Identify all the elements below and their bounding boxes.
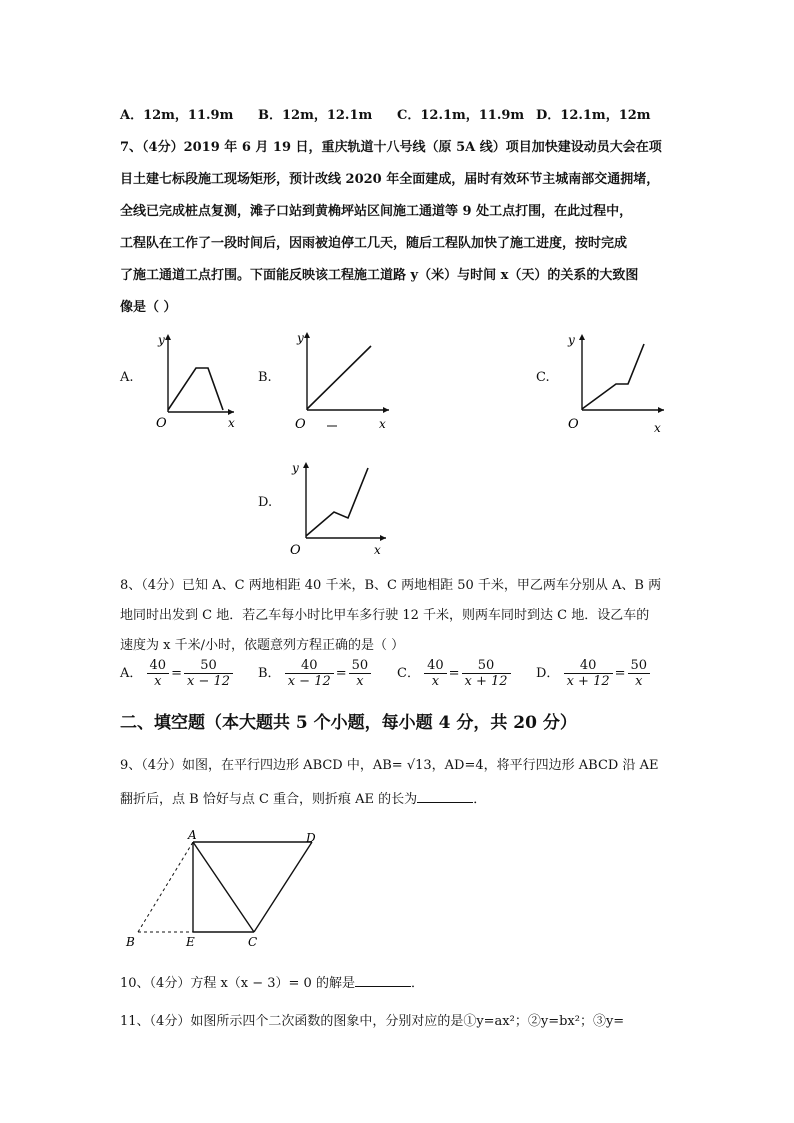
answer-blank <box>417 791 473 803</box>
section-title: 二、填空题（本大题共 5 个小题，每小题 4 分，共 20 分） <box>120 713 577 733</box>
q9-line-2: 翻折后，点 B 恰好与点 C 重合，则折痕 AE 的长为 ． <box>120 792 487 807</box>
q7-line-5: 了施工通道工点打围。下面能反映该工程施工道路 y（米）与时间 x（天）的关系的大致图 <box>120 268 639 283</box>
q6-option-d: D．12.1m，12m <box>536 108 651 123</box>
q9-parallelogram-figure <box>120 828 330 950</box>
point-c-label: C <box>248 935 258 949</box>
q9-line-1: 9、（4分）如图，在平行四边形 ABCD 中，AB= √13，AD=4，将平行四边形 ABCD 沿 AE <box>120 758 659 773</box>
q8-option-d: D． $\frac{40}{x + 12}$ = $\frac{50}{x}$ <box>536 658 650 689</box>
point-e-label: E <box>186 935 195 949</box>
q8-line-3: 速度为 x 千米/小时，依题意列方程正确的是（ ） <box>120 638 405 653</box>
q7-graph-d <box>286 458 392 558</box>
graph-c-x-label: x <box>654 421 661 435</box>
q8-option-b: B． $\frac{40}{x - 12}$ = $\frac{50}{x}$ <box>258 658 371 689</box>
q11-line: 11、（4分）如图所示四个二次函数的图象中，分别对应的是①y=ax²；②y=bx²；③y= <box>120 1014 625 1029</box>
point-a-label: A <box>188 828 197 842</box>
q6-option-c: C．12.1m，11.9m <box>397 108 525 123</box>
graph-b-origin-label: O <box>295 417 306 432</box>
q8-option-c: C． $\frac{40}{x}$ = $\frac{50}{x + 12}$ <box>397 658 511 689</box>
graph-b-x-label: x <box>379 417 386 431</box>
graph-d-origin-label: O <box>290 543 301 558</box>
point-b-label: B <box>126 935 135 949</box>
q7-graph-c <box>562 332 672 437</box>
graph-d-x-label: x <box>374 543 381 557</box>
graph-d-y-label: y <box>292 461 299 475</box>
q8-line-1: 8、（4分）已知 A、C 两地相距 40 千米，B、C 两地相距 50 千米，甲乙两车分别从 A、B 两 <box>120 578 662 593</box>
q7-option-d-label: D. <box>258 495 273 510</box>
q8-line-2: 地同时出发到 C 地．若乙车每小时比甲车多行驶 12 千米，则两车同时到达 C 地．设乙车的 <box>120 608 650 623</box>
graph-a-y-label: y <box>158 333 165 347</box>
graph-c-y-label: y <box>568 333 575 347</box>
q7-line-6: 像是（ ） <box>120 300 177 315</box>
point-d-label: D <box>306 831 316 845</box>
q8-option-d-label: D． <box>536 666 560 681</box>
graph-a-origin-label: O <box>156 416 167 430</box>
q7-line-1: 7、（4分）2019 年 6 月 19 日，重庆轨道十八号线（原 5A 线）项目加快建设动员大会在项 <box>120 140 662 155</box>
q6-option-a: A．12m，11.9m <box>120 108 234 123</box>
q8-option-c-label: C． <box>397 666 420 681</box>
q7-graph-a <box>148 330 238 430</box>
q7-option-a-label: A. <box>120 370 134 385</box>
q7-line-2: 目土建七标段施工现场矩形，预计改线 2020 年全面建成，届时有效环节主城南部交通拥堵， <box>120 172 660 187</box>
q8-option-b-label: B． <box>258 666 281 681</box>
graph-b-y-label: y <box>297 331 304 345</box>
q8-option-a-label: A． <box>120 666 143 681</box>
q10-line: 10、（4分）方程 x（x − 3）= 0 的解是 ． <box>120 976 424 991</box>
q7-option-b-label: B. <box>258 370 272 385</box>
q8-option-a: A． $\frac{40}{x}$ = $\frac{50}{x - 12}$ <box>120 658 233 689</box>
answer-blank <box>355 975 411 987</box>
q7-graph-b <box>285 330 395 435</box>
q7-line-3: 全线已完成桩点复测，滩子口站到黄桷坪站区间施工通道等 9 处工点打围，在此过程中， <box>120 204 633 219</box>
q6-option-b: B．12m，12.1m <box>258 108 373 123</box>
q7-option-c-label: C. <box>536 370 550 385</box>
q7-line-4: 工程队在工作了一段时间后，因雨被迫停工几天，随后工程队加快了施工进度，按时完成 <box>120 236 628 251</box>
graph-a-x-label: x <box>228 416 235 430</box>
graph-c-origin-label: O <box>568 417 579 432</box>
